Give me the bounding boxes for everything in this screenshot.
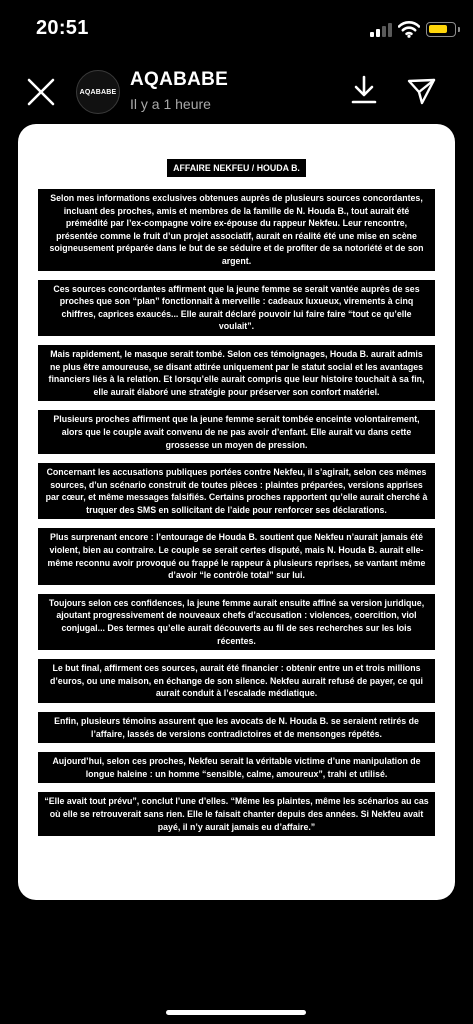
story-paragraph: Ces sources concordantes affirment que la jeune femme se serait vantée auprès de ses proches que son “plan” fonctionnait à merveille : cadeaux luxueux, virements à cinq chiffres, caprices exaucés... Elle aurait déclaré pouvoir lui faire faire “tout ce qu’elle voulait”. xyxy=(38,280,435,336)
battery-level xyxy=(429,25,447,33)
story-header xyxy=(0,58,473,118)
story-paragraph: Concernant les accusations publiques portées contre Nekfeu, il s’agirait, selon ces mêmes sources, d’un scénario construit de toutes pièces : plaintes préparées, versions apprises par cœur, et même messages falsifiés. Certains proches rapportent qu’elle aurait cherché à truquer des SMS en sollicitant de l’aide pour renforcer ses déclarations. xyxy=(38,463,435,519)
avatar[interactable] xyxy=(76,70,120,114)
post-timestamp: Il y a 1 heure xyxy=(130,96,211,112)
account-name[interactable]: AQABABE xyxy=(130,69,229,90)
bottom-area xyxy=(0,900,473,1024)
send-icon xyxy=(409,80,434,103)
cellular-signal-icon xyxy=(370,23,392,37)
story-paragraph: “Elle avait tout prévu”, conclut l’une d’elles. “Même les plaintes, même les scénarios au cas où elle se retrouverait sans rien. Elle le faisait chanter depuis des années. Si Nekfeu avait payé, il n’y aurait jamais eu d’affaire.” xyxy=(38,792,435,836)
story-paragraph: Selon mes informations exclusives obtenues auprès de plusieurs sources concordantes, incluant des proches, amis et membres de la famille de N. Houda B., tout aurait été prémédité par l’ex-compagne voire ex-épouse du rappeur Nekfeu. Leur rencontre, présentée comme le fruit d’un projet associatif, aurait en réalité été une mise en scène soigneusement préparée dans le but de se séduire et de profiter de sa notoriété et de son argent. xyxy=(38,189,435,271)
download-icon xyxy=(353,77,375,102)
story-paragraph: Mais rapidement, le masque serait tombé. Selon ces témoignages, Houda B. aurait admis ne plus être amoureuse, se disant attirée uniquement par le statut social et les avantages financiers liés à la relation. Et lorsqu’elle aurait compris que leur histoire touchait à sa fin, elle aurait élaboré une stratégie pour préserver son confort matériel. xyxy=(38,345,435,401)
story-card xyxy=(18,124,455,900)
story-content xyxy=(38,159,435,845)
close-button[interactable] xyxy=(26,77,56,107)
story-title: AFFAIRE NEKFEU / HOUDA B. xyxy=(167,159,306,177)
story-paragraph: Aujourd’hui, selon ces proches, Nekfeu serait la véritable victime d’une manipulation de longue haleine : un homme “sensible, calme, amoureux”, trahi et utilisé. xyxy=(38,752,435,783)
story-paragraph: Le but final, affirment ces sources, aurait été financier : obtenir entre un et trois millions d’euros, ou une maison, en échange de son silence. Nekfeu aurait refusé de payer, ce qui aurait conduit à l’escalade médiatique. xyxy=(38,659,435,703)
story-paragraph: Enfin, plusieurs témoins assurent que les avocats de N. Houda B. se seraient retirés de l’affaire, lassés de versions contradictoires et de mensonges répétés. xyxy=(38,712,435,743)
avatar-logo-text: AQABABE xyxy=(79,88,117,96)
status-time: 20:51 xyxy=(36,17,89,39)
wifi-icon xyxy=(398,20,420,38)
share-button[interactable] xyxy=(406,76,436,106)
close-icon xyxy=(29,80,53,104)
battery-icon xyxy=(426,22,456,37)
download-button[interactable] xyxy=(350,75,378,105)
story-paragraph: Plusieurs proches affirment que la jeune femme serait tombée enceinte volontairement, alors que le couple avait convenu de ne pas avoir d’enfant. Elle aurait vu dans cette grossesse un moyen de pression. xyxy=(38,410,435,454)
story-paragraph: Plus surprenant encore : l’entourage de Houda B. soutient que Nekfeu n’aurait jamais été violent, bien au contraire. Le couple se serait certes disputé, mais N. Houda B. aurait elle-même reconnu avoir provoqué ou frappé le rappeur à plusieurs reprises, se vantant même d’avoir “le contrôle total” sur lui. xyxy=(38,528,435,584)
story-paragraph: Toujours selon ces confidences, la jeune femme aurait ensuite affiné sa version juridique, ajoutant progressivement de nouveaux chefs d’accusation : violences, coercition, viol conjugal... Des termes qu’elle aurait découverts au fil de ses recherches sur les lois récentes. xyxy=(38,594,435,650)
status-bar xyxy=(0,0,473,58)
home-indicator[interactable] xyxy=(166,1010,306,1015)
